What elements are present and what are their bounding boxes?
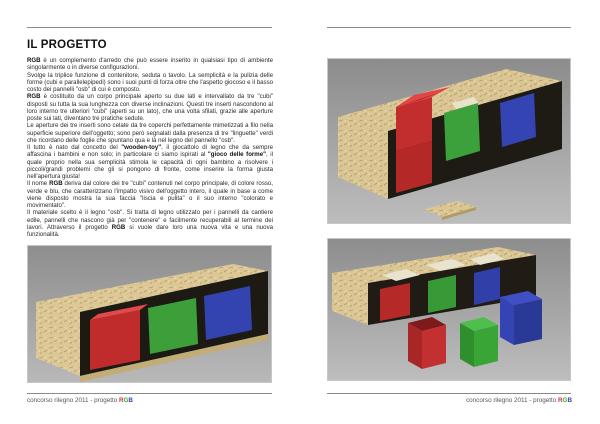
body-paragraph [27, 57, 273, 72]
bottom-rule-left [27, 393, 272, 394]
text-run: , il quale proprio nella sua semplicità stimola le capacità di ogni bambino a risolvere i piccoli/grandi problemi che gli si pongono di fronte, come inserire la forma giusta nell'apertura giusta! [27, 151, 274, 180]
photo-open-box [327, 58, 571, 224]
text-run: Il nome [27, 180, 50, 188]
bold-run: "wooden-toy" [121, 144, 162, 151]
body-paragraph [27, 144, 273, 180]
text-run: è costituito da un corpo principale aperto su due lati e intervallato da tre "cubi" disposti su tutta la sua lunghezza con diverse inclinazioni. Questi tre inserti nascondono al loro interno tre ulteriori "cubi" (aperti su un lato), che una volta sfilati, grazie alle aperture poste sui lati, diventano tre pratiche sedute. [27, 93, 273, 122]
photo-closed-box [27, 245, 272, 383]
top-rule-left [27, 27, 272, 28]
body-text [27, 57, 273, 238]
page-title: IL PROGETTO [27, 39, 107, 51]
footer-left: concorso rilegno 2011 - progetto RGB [27, 397, 133, 404]
bottom-rule-right [327, 393, 571, 394]
text-run: è un complemento d'arredo che può essere inserito in qualsiasi tipo di ambiente singolarmente o in diverse configurazioni. [27, 57, 273, 72]
text-run: , il giocattolo di legno che da sempre affascina i bambini e non solo; in particolare ci siamo ispirati al [27, 144, 273, 159]
body-paragraph [27, 72, 273, 94]
body-paragraph [27, 180, 273, 209]
body-paragraph [27, 209, 273, 238]
photo-cubes-out [327, 238, 571, 381]
text-run: deriva dal colore dei tre "cubi" contenuti nel corpo principale, di colore rosso, verde e blu, che caratterizzano l'impatto visivo dell'oggetto intero, il quale in base a come viene disposto mostra la sua faccia "liscia e pulita" o il suo interno "colorato e movimentato". [27, 180, 273, 209]
body-paragraph [27, 122, 273, 144]
bold-run: RGB [111, 223, 126, 231]
bold-run: RGB [27, 57, 41, 64]
text-run: Le aperture dei tre inserti sono celate da tre coperchi perfettamente mimetizzati a filo nella superficie superiore dell'oggetto; sono però segnalati dalla presenza di tre "linguette" verdi che ricordano delle foglie che spuntano qua e là nel legno del pannello "osb". [27, 122, 273, 144]
text-run: Il materiale scelto è il legno "osb". Si tratta di legno utilizzato per i pannelli da cantiere edile, pannelli che nascono già per "contenere" e facilmente recuperabili al termine dei lavori. Attraverso il progetto [27, 209, 273, 231]
bold-run: RGB [27, 93, 41, 101]
footer-right: concorso rilegno 2011 - progetto RGB [466, 397, 572, 404]
text-run: Svolge la triplice funzione di contenitore, seduta o tavolo. La semplicità e la pulizia delle forme (cubi e parallelepipedi) sono i suoi punti di forza oltre che l'aspetto giocoso e il basso costo dei pannelli "osb" di cui è composto. [27, 71, 273, 93]
text-run: si vuole dare loro una nuova vita e una nuova funzionalità. [27, 223, 274, 238]
bold-run: "gioco delle forme" [207, 151, 266, 159]
body-paragraph [27, 93, 273, 122]
text-run: Il tutto è nato dal concetto del [27, 144, 122, 151]
top-rule-right [327, 27, 571, 28]
bold-run: RGB [49, 180, 63, 188]
